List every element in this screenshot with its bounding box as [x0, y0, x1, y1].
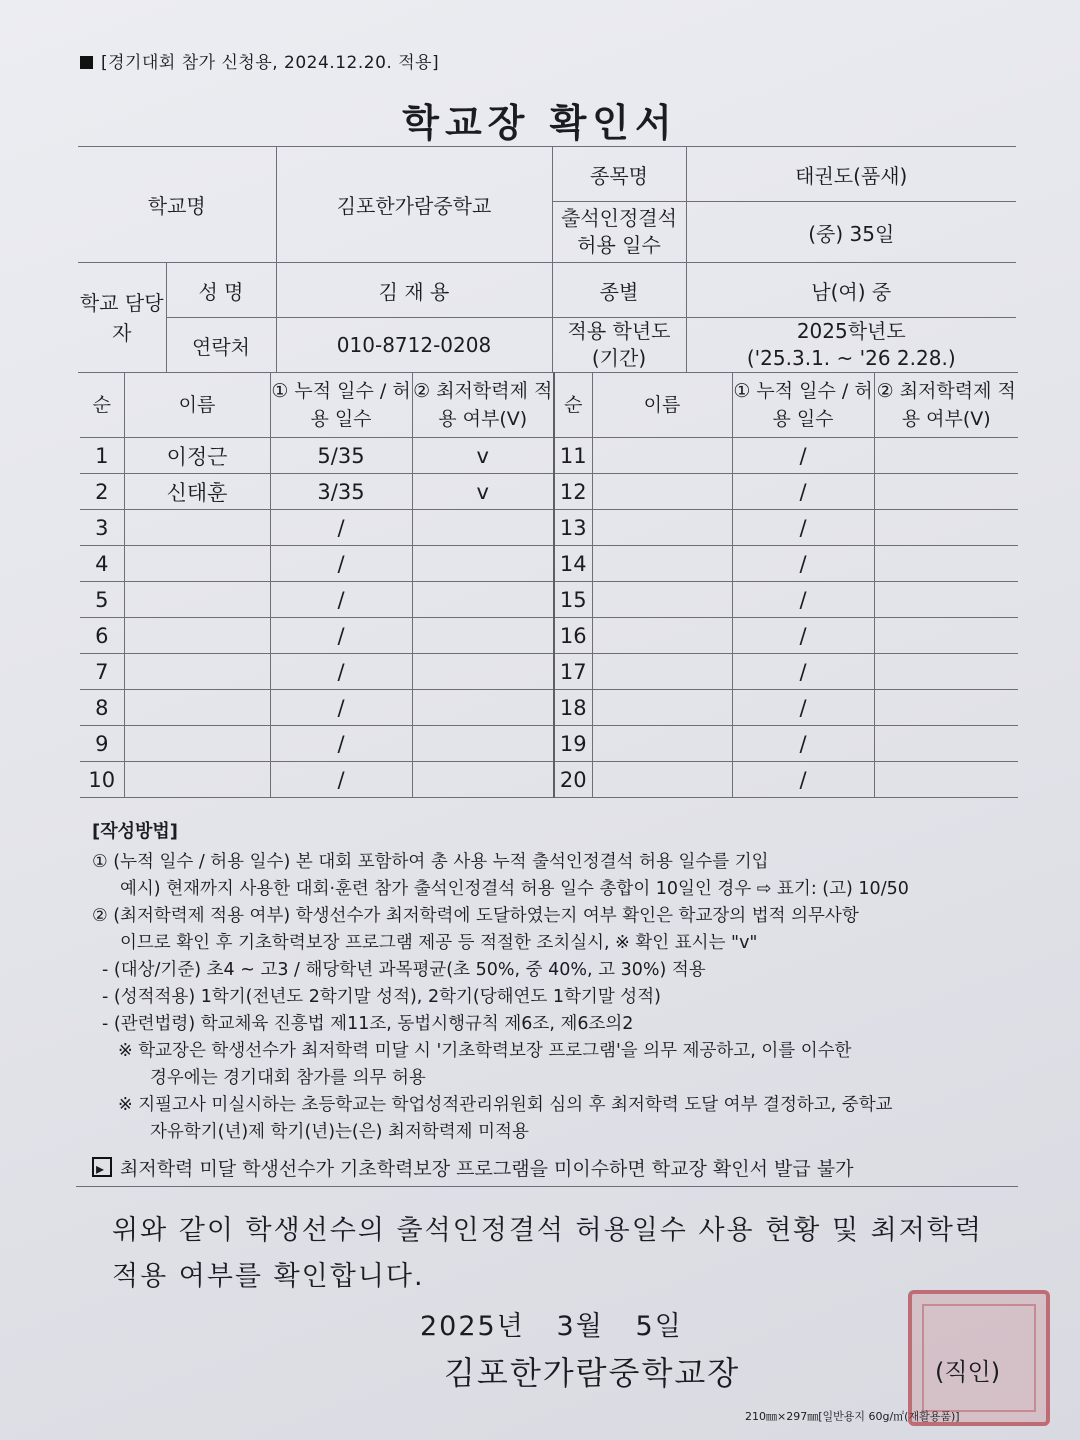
roster-no: 12 [554, 474, 592, 510]
roster-no: 17 [554, 654, 592, 690]
roster-days: / [732, 582, 874, 618]
roster-name [592, 618, 732, 654]
roster-no: 4 [80, 546, 124, 582]
instructions-heading: [작성방법] [92, 821, 179, 842]
roster-row [80, 618, 1018, 654]
roster-days: / [270, 690, 412, 726]
roster-min [412, 726, 554, 762]
contact-value: 010-8712-0208 [276, 318, 552, 373]
roster-no: 6 [80, 618, 124, 654]
roster-name [124, 510, 270, 546]
roster-name [592, 726, 732, 762]
roster-row [80, 654, 1018, 690]
roster-days: / [732, 474, 874, 510]
roster-days: / [270, 546, 412, 582]
roster-name [124, 654, 270, 690]
name-label: 성 명 [166, 263, 276, 318]
year-cell [686, 318, 1016, 373]
roster-name [592, 546, 732, 582]
roster-min [874, 762, 1018, 798]
roster-row [80, 690, 1018, 726]
principal-title: 김포한가람중학교장 [444, 1354, 741, 1392]
roster-row [80, 762, 1018, 798]
roster-name [592, 438, 732, 474]
header-no: 순 [80, 373, 124, 438]
roster-no: 8 [80, 690, 124, 726]
roster-name [124, 726, 270, 762]
roster-no: 3 [80, 510, 124, 546]
roster-min [412, 582, 554, 618]
manager-label: 학교 담당자 [78, 263, 166, 373]
roster-table [80, 372, 1018, 798]
paper-spec-footer: 210㎜×297㎜[일반용지 60g/㎡(재활용품)] [745, 1410, 960, 1423]
header-min-2: ② 최저학력제 적용 여부(V) [874, 373, 1018, 438]
roster-no: 2 [80, 474, 124, 510]
year-label: 적용 학년도 (기간) [552, 318, 686, 373]
seal-label: (직인) [935, 1358, 1001, 1386]
instruction-line: ※ 학교장은 학생선수가 최저학력 미달 시 '기초학력보장 프로그램'을 의무 제공하고, 이를 이수한 [118, 1041, 852, 1061]
roster-name [592, 762, 732, 798]
header-days: ① 누적 일수 / 허용 일수 [270, 373, 412, 438]
instruction-line: ① (누적 일수 / 허용 일수) 본 대회 포함하여 총 사용 누적 출석인정결석 허용 일수를 기입 [92, 852, 769, 872]
roster-no: 20 [554, 762, 592, 798]
roster-name [592, 654, 732, 690]
arrow-box-icon [92, 1157, 112, 1177]
school-name: 김포한가람중학교 [276, 147, 552, 263]
allowed-days-value: (중) 35일 [686, 202, 1016, 263]
instruction-line: - (관련법령) 학교체육 진흥법 제11조, 동법시행규칙 제6조, 제6조의2 [102, 1014, 634, 1034]
roster-no: 13 [554, 510, 592, 546]
roster-row [80, 474, 1018, 510]
roster-days: / [270, 618, 412, 654]
divider [76, 1186, 1018, 1187]
instruction-line: ※ 지필고사 미실시하는 초등학교는 학업성적관리위원회 심의 후 최저학력 도달 여부 결정하고, 중학교 [118, 1095, 893, 1115]
instruction-line: - (대상/기준) 초4 ~ 고3 / 해당학년 과목평균(초 50%, 중 40%, 고 30%) 적용 [102, 960, 706, 980]
roster-row [80, 726, 1018, 762]
roster-min [874, 726, 1018, 762]
roster-name [124, 690, 270, 726]
instruction-line: 경우에는 경기대회 참가를 의무 허용 [150, 1068, 426, 1088]
instruction-line: ② (최저학력제 적용 여부) 학생선수가 최저학력에 도달하였는지 여부 확인은 학교장의 법적 의무사항 [92, 906, 859, 926]
type-label: 종별 [552, 263, 686, 318]
contact-label: 연락처 [166, 318, 276, 373]
roster-name [124, 762, 270, 798]
roster-no: 16 [554, 618, 592, 654]
roster-days: / [270, 510, 412, 546]
roster-min: v [412, 474, 554, 510]
header-name-2: 이름 [592, 373, 732, 438]
roster-min [412, 762, 554, 798]
roster-days: / [732, 690, 874, 726]
roster-min [874, 546, 1018, 582]
roster-name [124, 546, 270, 582]
roster-no: 15 [554, 582, 592, 618]
confirmation-text: 위와 같이 학생선수의 출석인정결석 허용일수 사용 현황 및 최저학력 적용 여부를 확인합니다. [112, 1215, 983, 1292]
final-note [92, 1156, 1032, 1183]
roster-row [80, 510, 1018, 546]
instruction-line: 이므로 확인 후 기초학력보장 프로그램 제공 등 적절한 조치실시, ※ 확인 표시는 "v" [120, 933, 758, 953]
instruction-line: 예시) 현재까지 사용한 대회·훈련 참가 출석인정결석 허용 일수 총합이 10일인 경우 ⇨ 표기: (고) 10/50 [120, 879, 909, 899]
roster-days: / [732, 762, 874, 798]
roster-no: 1 [80, 438, 124, 474]
roster-no: 5 [80, 582, 124, 618]
instruction-line: 자유학기(년)제 학기(년)는(은) 최저학력제 미적용 [150, 1122, 529, 1142]
roster-no: 14 [554, 546, 592, 582]
header-note-text: [경기대회 참가 신청용, 2024.12.20. 적용] [101, 53, 440, 73]
roster-min [412, 618, 554, 654]
roster-name [124, 618, 270, 654]
roster-min [412, 510, 554, 546]
roster-no: 10 [80, 762, 124, 798]
roster-min [874, 438, 1018, 474]
roster-name [592, 510, 732, 546]
allowed-days-label: 출석인정결석 허용 일수 [552, 202, 686, 263]
roster-days: / [270, 762, 412, 798]
period-value: ('25.3.1. ~ '26 2.28.) [746, 346, 956, 370]
roster-days: 3/35 [270, 474, 412, 510]
square-bullet-icon [80, 56, 93, 69]
header-name: 이름 [124, 373, 270, 438]
roster-name [124, 582, 270, 618]
roster-name [592, 474, 732, 510]
roster-row [80, 582, 1018, 618]
header-note [80, 48, 439, 73]
roster-min [874, 654, 1018, 690]
roster-min [874, 618, 1018, 654]
roster-min [874, 690, 1018, 726]
roster-days: / [732, 618, 874, 654]
roster-min [874, 510, 1018, 546]
year-value: 2025학년도 [796, 319, 906, 343]
roster-min [412, 690, 554, 726]
issue-date: 2025년 3월 5일 [420, 1311, 683, 1342]
roster-name: 신태훈 [124, 474, 270, 510]
roster-name [592, 582, 732, 618]
roster-days: 5/35 [270, 438, 412, 474]
roster-no: 19 [554, 726, 592, 762]
roster-min [874, 474, 1018, 510]
roster-row [80, 438, 1018, 474]
roster-no: 7 [80, 654, 124, 690]
type-value: 남(여) 중 [686, 263, 1016, 318]
instruction-line: - (성적적용) 1학기(전년도 2학기말 성적), 2학기(당해연도 1학기말 성적) [102, 987, 661, 1007]
roster-days: / [732, 546, 874, 582]
roster-days: / [270, 654, 412, 690]
school-name-label: 학교명 [78, 147, 276, 263]
final-note-text: 최저학력 미달 학생선수가 기초학력보장 프로그램을 미이수하면 학교장 확인서 발급 불가 [120, 1158, 854, 1180]
roster-no: 18 [554, 690, 592, 726]
header-days-2: ① 누적 일수 / 허용 일수 [732, 373, 874, 438]
roster-name: 이정근 [124, 438, 270, 474]
roster-days: / [732, 654, 874, 690]
manager-name: 김 재 용 [276, 263, 552, 318]
roster-min: v [412, 438, 554, 474]
roster-name [592, 690, 732, 726]
roster-body [80, 438, 1018, 798]
event-label: 종목명 [552, 147, 686, 202]
roster-min [874, 582, 1018, 618]
roster-days: / [270, 582, 412, 618]
roster-min [412, 654, 554, 690]
roster-days: / [732, 438, 874, 474]
roster-no: 11 [554, 438, 592, 474]
roster-days: / [732, 726, 874, 762]
info-table [78, 146, 1016, 373]
roster-no: 9 [80, 726, 124, 762]
roster-days: / [732, 510, 874, 546]
header-no-2: 순 [554, 373, 592, 438]
event-value: 태권도(품새) [686, 147, 1016, 202]
roster-min [412, 546, 554, 582]
header-min: ② 최저학력제 적용 여부(V) [412, 373, 554, 438]
document-title: 학교장 확인서 [402, 101, 678, 145]
instructions [92, 818, 1032, 1183]
roster-days: / [270, 726, 412, 762]
roster-row [80, 546, 1018, 582]
